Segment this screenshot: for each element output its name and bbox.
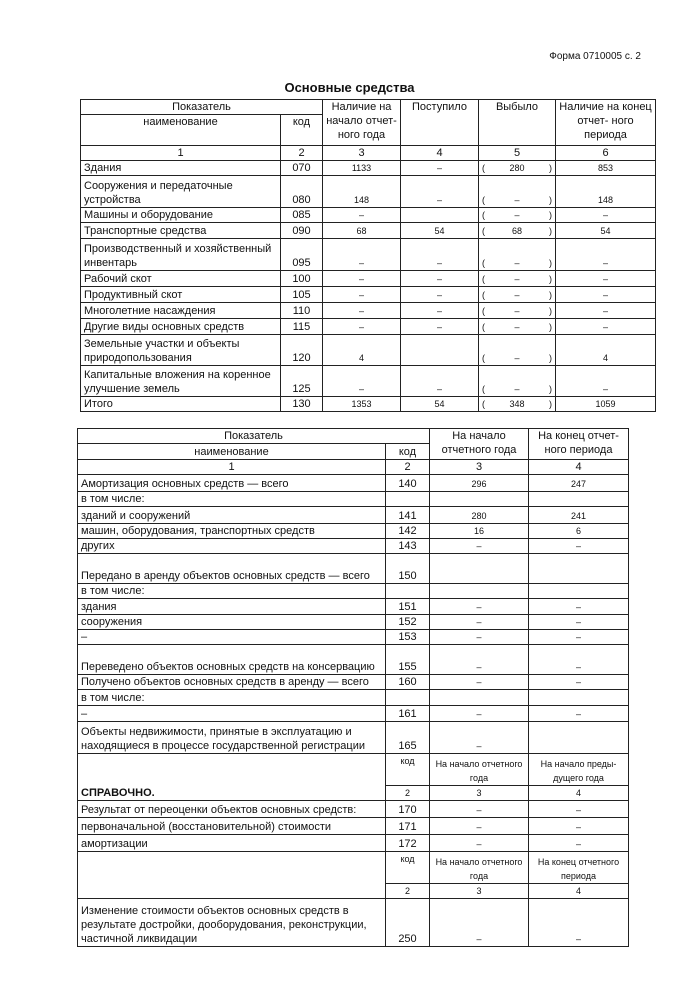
table-row	[78, 507, 629, 524]
row-name: в том числе:	[78, 584, 386, 599]
col-number: 1	[78, 460, 386, 475]
row-name: –	[78, 630, 386, 645]
row-received	[401, 335, 479, 366]
row-end	[529, 554, 629, 584]
col-number: 2	[281, 146, 323, 161]
row-start: 296	[430, 475, 529, 492]
row-name: здания	[78, 599, 386, 615]
row-end: 54	[556, 223, 656, 239]
row-name: Продуктивный скот	[81, 287, 281, 303]
row-name: Капитальные вложения на коренное улучшение земель	[81, 366, 281, 397]
ref2-blank	[78, 852, 386, 899]
row-start: –	[430, 899, 529, 947]
row-disposed: ( – )	[479, 176, 556, 208]
row-end	[529, 690, 629, 706]
row-prev: –	[529, 818, 629, 835]
row-start: 148	[323, 176, 401, 208]
row-end	[529, 722, 629, 754]
table-row	[81, 208, 656, 223]
row-received: –	[401, 319, 479, 335]
row-disposed: ( – )	[479, 208, 556, 223]
row-code: 140	[386, 475, 430, 492]
header-indicator: Показатель	[81, 100, 323, 115]
table-row	[78, 615, 629, 630]
row-start: 4	[323, 335, 401, 366]
row-disposed: ( – )	[479, 239, 556, 271]
row-end: 4	[556, 335, 656, 366]
row-start: –	[430, 722, 529, 754]
row-received: 54	[401, 223, 479, 239]
row-code: 172	[386, 835, 430, 852]
row-code: 151	[386, 599, 430, 615]
row-end: –	[529, 645, 629, 675]
table-row	[81, 319, 656, 335]
row-start: –	[430, 645, 529, 675]
ref2-header-code: код	[386, 852, 430, 884]
header-name: наименование	[78, 444, 386, 460]
row-end: –	[556, 271, 656, 287]
row-start: –	[430, 818, 529, 835]
col-number: 3	[430, 786, 529, 801]
row-received: –	[401, 366, 479, 397]
cell-value: –	[514, 322, 520, 332]
col-number: 4	[529, 460, 629, 475]
cell-value: –	[514, 306, 520, 316]
row-code: 085	[281, 208, 323, 223]
row-start: –	[430, 630, 529, 645]
row-start	[430, 554, 529, 584]
row-name: сооружения	[78, 615, 386, 630]
row-disposed: ( 280 )	[479, 161, 556, 176]
row-code: 090	[281, 223, 323, 239]
row-start: –	[323, 239, 401, 271]
table-row	[81, 176, 656, 208]
table-row	[78, 475, 629, 492]
row-code: 161	[386, 706, 430, 722]
row-code: 100	[281, 271, 323, 287]
row-disposed: ( – )	[479, 335, 556, 366]
cell-value: –	[514, 210, 520, 220]
col-number: 2	[386, 460, 430, 475]
row-code: 152	[386, 615, 430, 630]
row-received: –	[401, 176, 479, 208]
row-disposed: ( – )	[479, 271, 556, 287]
row-start: –	[430, 675, 529, 690]
header-end: Наличие на конец отчет- ного периода	[556, 100, 656, 146]
row-end: –	[529, 599, 629, 615]
row-code	[386, 584, 430, 599]
row-end: –	[529, 706, 629, 722]
row-name: Амортизация основных средств — всего	[78, 475, 386, 492]
col-number: 4	[401, 146, 479, 161]
cell-value: 280	[509, 163, 525, 173]
row-start: 1353	[323, 397, 401, 412]
header-code: код	[281, 115, 323, 146]
row-name: Сооружения и передаточные устройства	[81, 176, 281, 208]
col-number: 4	[529, 786, 629, 801]
row-received: 54	[401, 397, 479, 412]
table-row	[78, 706, 629, 722]
row-start: –	[323, 271, 401, 287]
row-disposed: ( – )	[479, 287, 556, 303]
row-received: –	[401, 271, 479, 287]
table-row	[81, 161, 656, 176]
row-code: 165	[386, 722, 430, 754]
row-code: 120	[281, 335, 323, 366]
cell-value: 348	[509, 399, 525, 409]
row-name: Переведено объектов основных средств на консервацию	[78, 645, 386, 675]
row-code: 070	[281, 161, 323, 176]
header-start: На начало отчетного года	[430, 429, 529, 460]
row-end: –	[529, 539, 629, 554]
table-row	[81, 397, 656, 412]
row-received: –	[401, 287, 479, 303]
depreciation-table	[77, 428, 629, 947]
row-name: в том числе:	[78, 492, 386, 507]
row-name: других	[78, 539, 386, 554]
table-row	[78, 599, 629, 615]
row-start: –	[323, 287, 401, 303]
row-code: 105	[281, 287, 323, 303]
header-received: Поступило	[401, 100, 479, 146]
row-name: Другие виды основных средств	[81, 319, 281, 335]
row-name: зданий и сооружений	[78, 507, 386, 524]
row-code	[386, 492, 430, 507]
header-code: код	[386, 444, 430, 460]
row-code: 095	[281, 239, 323, 271]
table-row	[81, 303, 656, 319]
col-number: 3	[430, 460, 529, 475]
table-row	[81, 271, 656, 287]
table-row	[81, 239, 656, 271]
row-end: –	[529, 615, 629, 630]
col-number: 4	[529, 884, 629, 899]
reference-row	[78, 818, 629, 835]
row-end	[529, 584, 629, 599]
form-code: Форма 0710005 с. 2	[549, 51, 641, 62]
row-name: –	[78, 706, 386, 722]
header-end: На конец отчет- ного периода	[529, 429, 629, 460]
row-code	[386, 690, 430, 706]
row-name: Объекты недвижимости, принятые в эксплуатацию и находящиеся в процессе государственной регистрации	[78, 722, 386, 754]
row-start	[430, 584, 529, 599]
row-start: –	[430, 835, 529, 852]
table-row	[81, 335, 656, 366]
row-end: 148	[556, 176, 656, 208]
row-code: 143	[386, 539, 430, 554]
row-code: 155	[386, 645, 430, 675]
col-number: 3	[430, 884, 529, 899]
row-received: –	[401, 303, 479, 319]
row-code: 130	[281, 397, 323, 412]
ref-header-prev: На начало преды- дущего года	[529, 754, 629, 786]
reference-title: СПРАВОЧНО.	[78, 754, 386, 801]
row-disposed: ( – )	[479, 303, 556, 319]
col-number: 3	[323, 146, 401, 161]
row-received: –	[401, 239, 479, 271]
row-received	[401, 208, 479, 223]
row-prev: –	[529, 801, 629, 818]
row-start	[430, 492, 529, 507]
row-end: 247	[529, 475, 629, 492]
row-name: Многолетние насаждения	[81, 303, 281, 319]
row-end: –	[529, 630, 629, 645]
table-row	[78, 630, 629, 645]
table-row	[78, 645, 629, 675]
ref-header-code: код	[386, 754, 430, 786]
row-start: 68	[323, 223, 401, 239]
row-code: 160	[386, 675, 430, 690]
header-start: Наличие на начало отчет- ного года	[323, 100, 401, 146]
table-row	[78, 675, 629, 690]
row-code: 110	[281, 303, 323, 319]
row-end: 241	[529, 507, 629, 524]
row-start: –	[323, 366, 401, 397]
row-end: –	[529, 899, 629, 947]
row-start: –	[323, 319, 401, 335]
table-row	[78, 492, 629, 507]
col-number: 2	[386, 884, 430, 899]
reference-row	[78, 835, 629, 852]
row-start: 280	[430, 507, 529, 524]
row-end: –	[556, 239, 656, 271]
row-start: 1133	[323, 161, 401, 176]
row-start: –	[323, 208, 401, 223]
row-code: 150	[386, 554, 430, 584]
reference-row	[78, 899, 629, 947]
cell-value: 68	[511, 226, 522, 236]
row-name: амортизации	[78, 835, 386, 852]
row-end	[529, 492, 629, 507]
row-disposed: ( – )	[479, 366, 556, 397]
cell-value: –	[514, 258, 520, 268]
ref2-header-start: На начало отчетного года	[430, 852, 529, 884]
row-name: Изменение стоимости объектов основных средств в результате достройки, дооборудования, реконструкции, частичной ликвидации	[78, 899, 386, 947]
row-name: Производственный и хозяйственный инвентарь	[81, 239, 281, 271]
ref-header-start: На начало отчетного года	[430, 754, 529, 786]
row-code: 170	[386, 801, 430, 818]
row-end: –	[529, 675, 629, 690]
col-number: 2	[386, 786, 430, 801]
table-row	[78, 524, 629, 539]
header-disposed: Выбыло	[479, 100, 556, 146]
row-code: 250	[386, 899, 430, 947]
row-code: 115	[281, 319, 323, 335]
row-name: Результат от переоценки объектов основных средств:	[78, 801, 386, 818]
ref2-header-end: На конец отчетного периода	[529, 852, 629, 884]
row-code: 171	[386, 818, 430, 835]
row-end: –	[556, 366, 656, 397]
row-name: Транспортные средства	[81, 223, 281, 239]
row-disposed: ( – )	[479, 319, 556, 335]
row-start: –	[430, 615, 529, 630]
row-start	[430, 690, 529, 706]
row-name: Получено объектов основных средств в аренду — всего	[78, 675, 386, 690]
row-name: Земельные участки и объекты природопользования	[81, 335, 281, 366]
row-start: 16	[430, 524, 529, 539]
row-end: 6	[529, 524, 629, 539]
table-row	[81, 223, 656, 239]
cell-value: –	[514, 195, 520, 205]
cell-value: –	[514, 290, 520, 300]
row-start: –	[430, 801, 529, 818]
row-end: –	[556, 208, 656, 223]
row-end: –	[556, 319, 656, 335]
reference-row	[78, 801, 629, 818]
fixed-assets-table	[80, 99, 656, 412]
row-start: –	[430, 539, 529, 554]
row-end: 853	[556, 161, 656, 176]
cell-value: –	[514, 353, 520, 363]
row-name: машин, оборудования, транспортных средств	[78, 524, 386, 539]
cell-value: –	[514, 384, 520, 394]
page-title: Основные средства	[284, 80, 415, 95]
row-code: 125	[281, 366, 323, 397]
row-name: Рабочий скот	[81, 271, 281, 287]
row-disposed: ( 348 )	[479, 397, 556, 412]
row-disposed: ( 68 )	[479, 223, 556, 239]
row-start: –	[430, 706, 529, 722]
row-name: Итого	[81, 397, 281, 412]
row-code: 153	[386, 630, 430, 645]
table-row	[78, 690, 629, 706]
row-prev: –	[529, 835, 629, 852]
header-indicator: Показатель	[78, 429, 430, 444]
row-name: Передано в аренду объектов основных средств — всего	[78, 554, 386, 584]
col-number: 5	[479, 146, 556, 161]
row-start: –	[323, 303, 401, 319]
row-name: в том числе:	[78, 690, 386, 706]
cell-value: –	[514, 274, 520, 284]
row-start: –	[430, 599, 529, 615]
row-received: –	[401, 161, 479, 176]
col-number: 1	[81, 146, 281, 161]
col-number: 6	[556, 146, 656, 161]
table-row	[81, 366, 656, 397]
row-code: 141	[386, 507, 430, 524]
row-code: 080	[281, 176, 323, 208]
row-name: Машины и оборудование	[81, 208, 281, 223]
row-name: первоначальной (восстановительной) стоимости	[78, 818, 386, 835]
table-row	[78, 584, 629, 599]
row-code: 142	[386, 524, 430, 539]
row-end: –	[556, 303, 656, 319]
table-row	[78, 554, 629, 584]
table-row	[78, 722, 629, 754]
row-end: 1059	[556, 397, 656, 412]
table-row	[78, 539, 629, 554]
row-end: –	[556, 287, 656, 303]
header-name: наименование	[81, 115, 281, 146]
table-row	[81, 287, 656, 303]
row-name: Здания	[81, 161, 281, 176]
